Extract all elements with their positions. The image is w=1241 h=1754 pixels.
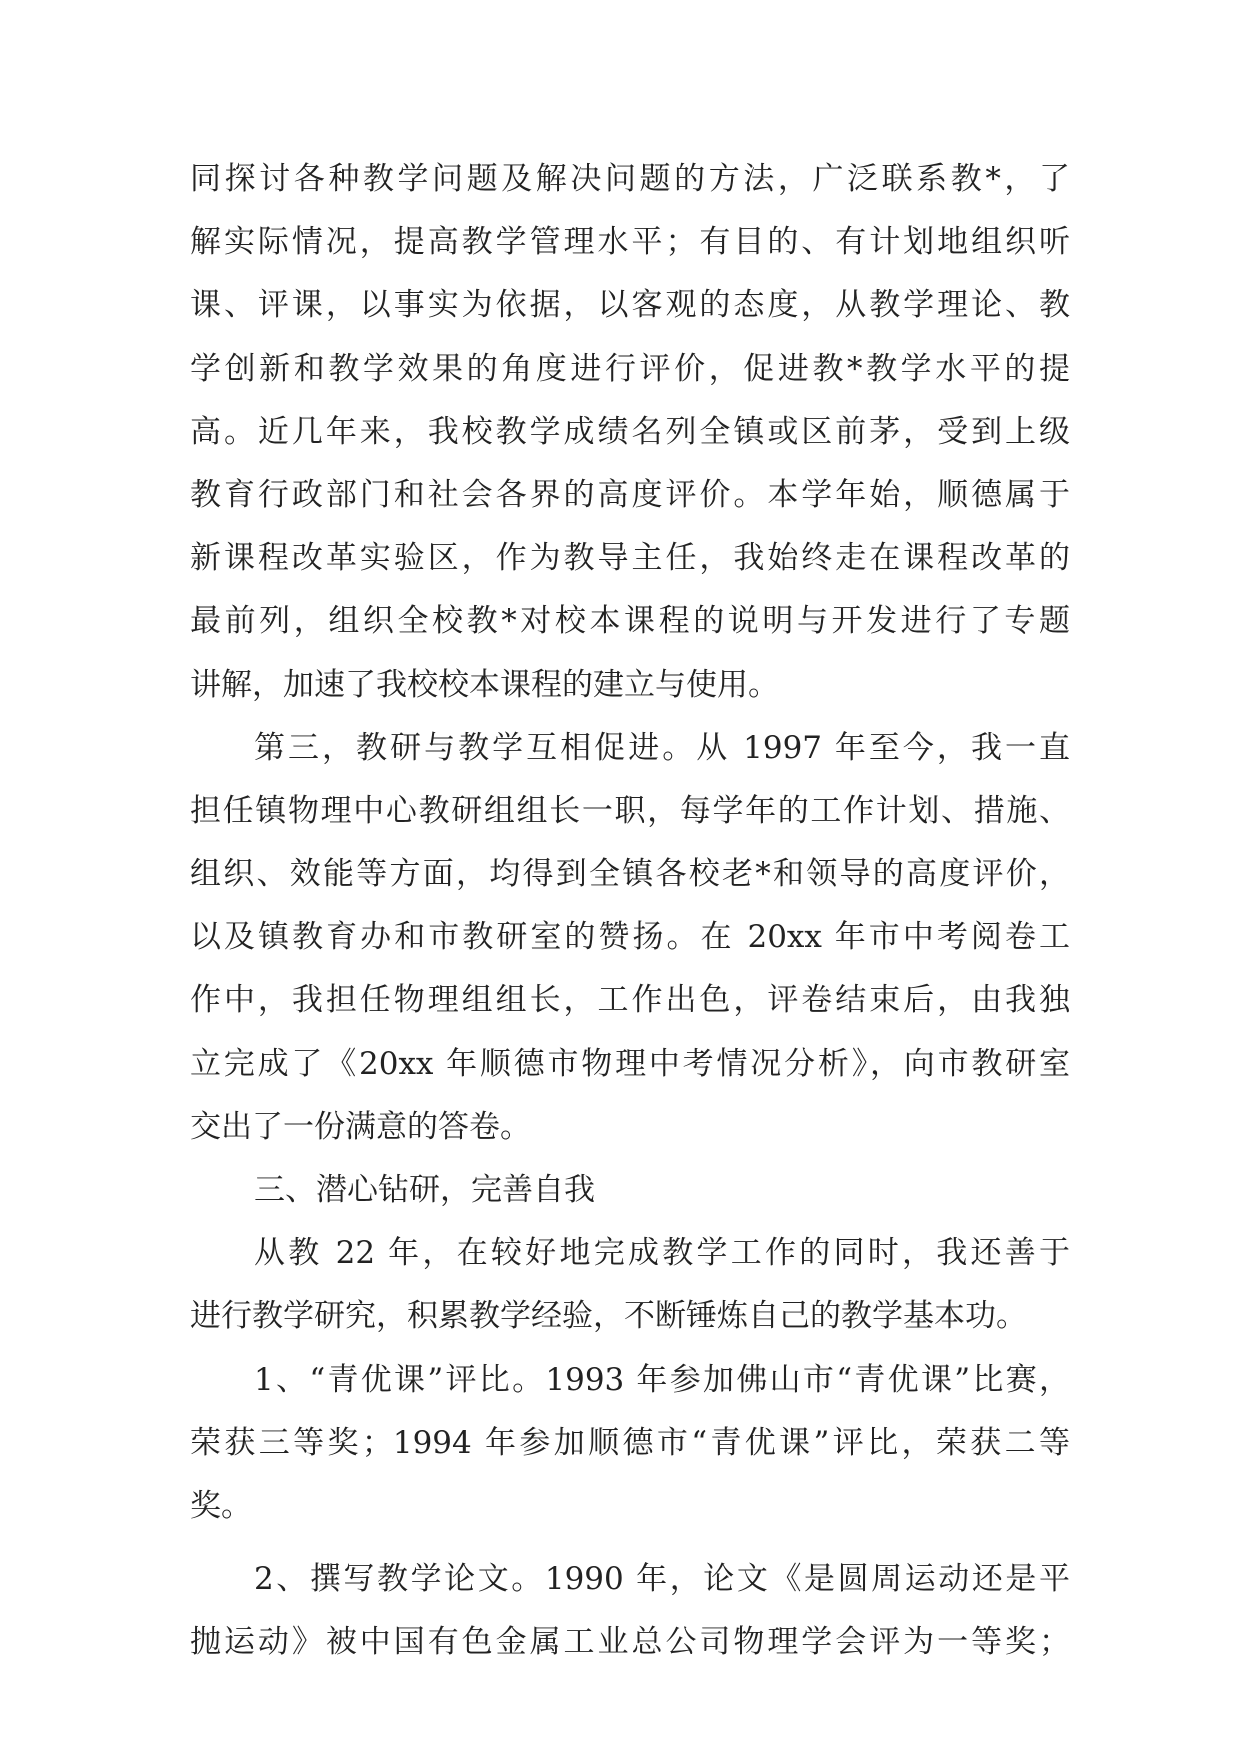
text-line: 立完成了《20xx 年顺德市物理中考情况分析》，向市教研室 xyxy=(190,1045,1070,1082)
text-line: 担任镇物理中心教研组组长一职，每学年的工作计划、措施、 xyxy=(190,792,1070,829)
document-body xyxy=(190,148,1070,1675)
section-heading: 三、潜心钻研，完善自我 xyxy=(254,1172,595,1208)
text-line: 抛运动》被中国有色金属工业总公司物理学会评为一等奖； xyxy=(190,1624,1070,1661)
paragraph-start-line: 1、“青优课”评比。1993 年参加佛山市“青优课”比赛， xyxy=(254,1361,1070,1398)
text-line: 高。近几年来，我校教学成绩名列全镇或区前茅，受到上级 xyxy=(190,413,1070,450)
text-line: 奖。 xyxy=(190,1487,252,1524)
paragraph-gap xyxy=(190,1538,1070,1548)
paragraph-start-line: 2、撰写教学论文。1990 年，论文《是圆周运动还是平 xyxy=(254,1561,1070,1598)
text-line: 组织、效能等方面，均得到全镇各校老*和领导的高度评价， xyxy=(190,856,1070,893)
text-line: 讲解，加速了我校校本课程的建立与使用。 xyxy=(190,666,779,703)
text-line: 新课程改革实验区，作为教导主任，我始终走在课程改革的 xyxy=(190,540,1070,577)
text-line: 以及镇教育办和市教研室的赞扬。在 20xx 年市中考阅卷工 xyxy=(190,919,1070,956)
text-line: 进行教学研究，积累教学经验，不断锤炼自己的教学基本功。 xyxy=(190,1298,1027,1335)
text-line: 最前列，组织全校教*对校本课程的说明与开发进行了专题 xyxy=(190,603,1070,640)
text-line: 交出了一份满意的答卷。 xyxy=(190,1108,531,1145)
text-line: 学创新和教学效果的角度进行评价，促进教*教学水平的提 xyxy=(190,350,1070,387)
text-line: 作中，我担任物理组组长，工作出色，评卷结束后，由我独 xyxy=(190,982,1070,1019)
text-line: 解实际情况，提高教学管理水平；有目的、有计划地组织听 xyxy=(190,224,1070,261)
text-line: 教育行政部门和社会各界的高度评价。本学年始，顺德属于 xyxy=(190,476,1070,513)
paragraph-start-line: 从教 22 年，在较好地完成教学工作的同时，我还善于 xyxy=(254,1235,1070,1272)
text-line: 课、评课，以事实为依据，以客观的态度，从教学理论、教 xyxy=(190,287,1070,324)
text-line: 同探讨各种教学问题及解决问题的方法，广泛联系教*，了 xyxy=(190,161,1070,197)
text-line: 荣获三等奖；1994 年参加顺德市“青优课”评比，荣获二等 xyxy=(190,1424,1070,1461)
paragraph-start-line: 第三，教研与教学互相促进。从 1997 年至今，我一直 xyxy=(254,729,1070,766)
